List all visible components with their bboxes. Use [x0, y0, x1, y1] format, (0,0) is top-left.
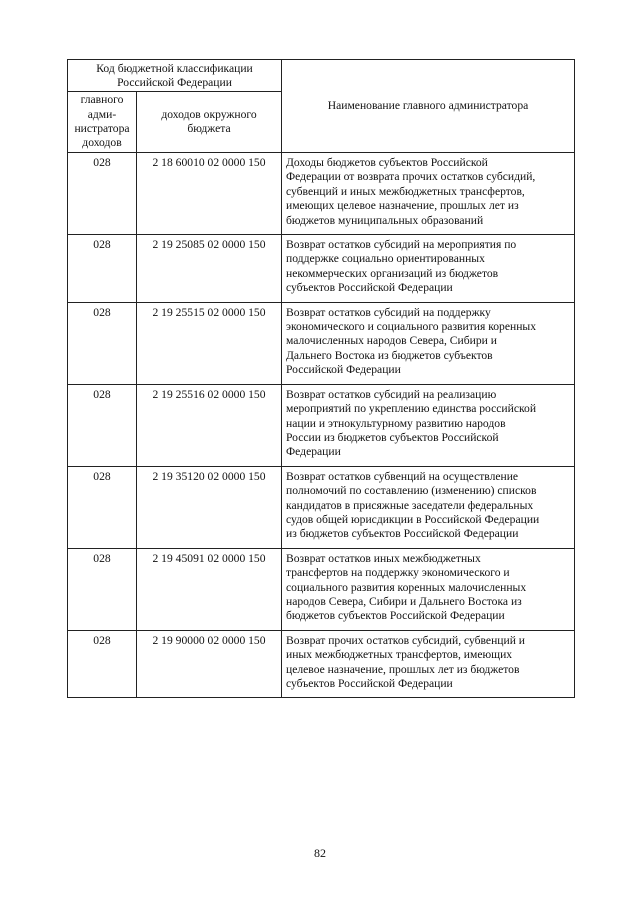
income-name-line: Дальнего Востока из бюджетов субъектов [286, 348, 493, 362]
admin-code-cell: 028 [68, 630, 137, 698]
income-name-line: субвенций и иных межбюджетных трансфертов, [286, 184, 525, 198]
table-row [68, 548, 575, 630]
income-name-cell [282, 630, 575, 698]
group-header-line-1: Код бюджетной классификации [96, 62, 253, 75]
income-name-line: трансфертов на поддержку экономического и [286, 566, 510, 580]
income-name-line: мероприятий по укреплению единства российской [286, 402, 537, 416]
income-name-line: бюджетов субъектов Российской Федерации [286, 609, 505, 623]
admin-code-cell: 028 [68, 548, 137, 630]
income-name-line: бюджетов муниципальных образований [286, 213, 484, 227]
income-header-line: бюджета [187, 122, 231, 135]
income-name-line: нации и этнокультурному развитию народов [286, 416, 506, 430]
income-name-cell [282, 466, 575, 548]
income-name-line: полномочий по составлению (изменению) списков [286, 484, 537, 498]
income-code-cell: 2 19 25515 02 0000 150 [137, 302, 282, 384]
admin-code-cell: 028 [68, 302, 137, 384]
income-name-line: кандидатов в присяжные заседатели федеральных [286, 498, 534, 512]
income-name-line: субъектов Российской Федерации [286, 677, 453, 690]
admin-code-cell: 028 [68, 466, 137, 548]
income-name-line: Возврат остатков субвенций на осуществление [286, 469, 519, 483]
group-header-line-2: Российской Федерации [117, 76, 232, 90]
admin-code-cell: 028 [68, 153, 137, 235]
admin-header-line: адми- [87, 107, 117, 121]
table-row [68, 466, 575, 548]
income-name-line: малочисленных народов Севера, Сибири и [286, 334, 497, 348]
income-name-line: народов Севера, Сибири и Дальнего Востока из [286, 594, 522, 608]
income-name-cell [282, 153, 575, 235]
income-code-cell: 2 19 35120 02 0000 150 [137, 466, 282, 548]
income-name-line: Федерации от возврата прочих остатков субсидий, [286, 170, 536, 184]
income-name-line: из бюджетов субъектов Российской Федерации [286, 527, 519, 541]
income-name-line: России из бюджетов субъектов Российской [286, 430, 499, 444]
income-name-line: субъектов Российской Федерации [286, 281, 453, 295]
table-row [68, 630, 575, 698]
table-header-row-1 [68, 60, 575, 92]
income-code-cell: 2 19 25516 02 0000 150 [137, 384, 282, 466]
table-row [68, 302, 575, 384]
income-name-line: Федерации [286, 445, 341, 459]
table-row [68, 153, 575, 235]
income-name-line: экономического и социального развития коренных [286, 320, 536, 334]
income-header-line: доходов окружного [161, 107, 257, 121]
income-name-line: Возврат остатков субсидий на реализацию [286, 387, 497, 401]
income-name-line: судов общей юрисдикции в Российской Федерации [286, 512, 540, 526]
income-name-line: Возврат остатков субсидий на мероприятия по [286, 238, 517, 252]
income-name-line: социального развития коренных малочисленных [286, 580, 527, 594]
income-code-cell: 2 18 60010 02 0000 150 [137, 153, 282, 235]
admin-header-line: главного [80, 93, 124, 107]
income-code-cell: 2 19 45091 02 0000 150 [137, 548, 282, 630]
income-name-line: Возврат прочих остатков субсидий, субвенций и [286, 633, 525, 647]
admin-header-line: доходов [82, 136, 122, 150]
income-name-line: Возврат остатков субсидий на поддержку [286, 305, 491, 319]
district-budget-income-header [137, 92, 282, 153]
administrator-name-header [282, 60, 575, 153]
admin-code-cell: 028 [68, 384, 137, 466]
income-name-cell [282, 302, 575, 384]
income-name-line: Доходы бюджетов субъектов Российской [286, 156, 488, 169]
income-name-cell [282, 548, 575, 630]
table-body [68, 153, 575, 698]
income-code-cell: 2 19 90000 02 0000 150 [137, 630, 282, 698]
table-row [68, 384, 575, 466]
income-name-line: целевое назначение, прошлых лет из бюджетов [286, 662, 520, 676]
table-row [68, 235, 575, 303]
page-number: 82 [314, 846, 326, 860]
budget-code-group-header [68, 60, 282, 92]
income-name-line: Российской Федерации [286, 363, 401, 377]
chief-administrator-header [68, 92, 137, 153]
income-code-cell: 2 19 25085 02 0000 150 [137, 235, 282, 303]
income-name-line: имеющих целевое назначение, прошлых лет из [286, 199, 519, 213]
income-name-line: поддержке социально ориентированных [286, 252, 485, 266]
income-name-line: некоммерческих организаций из бюджетов [286, 266, 499, 280]
admin-header-line: нистратора [74, 122, 130, 135]
income-name-line: Возврат остатков иных межбюджетных [286, 551, 481, 565]
administrator-name-header-label: Наименование главного администратора [327, 98, 529, 112]
budget-classification-table [67, 59, 575, 698]
admin-code-cell: 028 [68, 235, 137, 303]
income-name-line: иных межбюджетных трансфертов, имеющих [286, 648, 513, 662]
income-name-cell [282, 384, 575, 466]
income-name-cell [282, 235, 575, 303]
